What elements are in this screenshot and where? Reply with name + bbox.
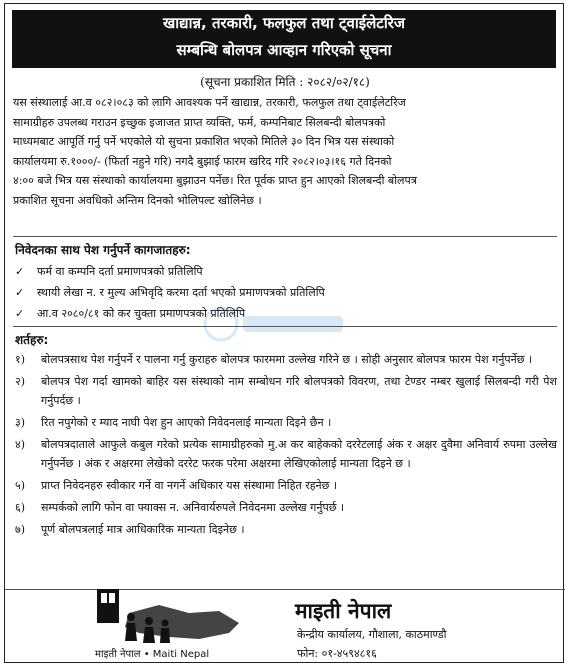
term-number: ५) xyxy=(15,479,26,492)
term-text: रित नपुगेको र म्याद नाघी पेश हुन आएको निवेदनलाई मान्यता दिइने छैन । xyxy=(41,416,332,429)
intro-line: कार्यालयमा रु.१०००/- (फिर्ता नहुने गरि) नगदै बुझाई फारम खरिद गरि २०८२।०३।१६ गते दिनको xyxy=(13,154,392,168)
intro-line: प्रकाशित सूचना अवधिको अन्तिम दिनको भोलिपल्ट खोलिनेछ । xyxy=(13,193,262,207)
tender-notice xyxy=(4,3,564,663)
list-item xyxy=(15,261,555,282)
intro-line: माध्यमबाट आपूर्ति गर्नु पर्ने भएकोले यो सुचना प्रकाशित भएको मितिले ३० दिन भित्र यस संस्थाको xyxy=(13,135,395,148)
notice-title-banner xyxy=(12,10,556,68)
term-number: ७) xyxy=(15,523,26,536)
organization-name: माइती नेपाल xyxy=(295,599,392,623)
terms-heading: शर्तहरु: xyxy=(15,333,49,347)
notice-title-line2: सम्बन्धि बोलपत्र आव्हान गरिएको सूचना xyxy=(176,41,392,59)
publish-date: (सूचना प्रकाशित मिति : २०८२/०२/१८) xyxy=(200,75,370,89)
watermark-logo-icon xyxy=(201,302,351,346)
documents-heading: निवेदनका साथ पेश गर्नुपर्ने कागजातहरु: xyxy=(15,243,191,257)
terms-list xyxy=(15,350,557,542)
check-icon: ✓ xyxy=(15,307,25,320)
check-icon: ✓ xyxy=(15,265,25,278)
phone-number: फोन: ०१-४५९४८१६ xyxy=(297,647,377,660)
document-text: आ.व २०८०/८१ को कर चुक्ता प्रमाणपत्रको प्रतिलिपि xyxy=(37,307,246,320)
term-text: प्राप्त निवेदनहरु स्वीकार गर्ने वा नगर्ने अधिकार यस संस्थामा निहित रहनेछ । xyxy=(41,479,338,492)
term-number: ३) xyxy=(15,416,26,429)
document-text: फर्म वा कम्पनि दर्ता प्रमाणपत्रको प्रतिलिपि xyxy=(37,265,203,278)
term-number: १) xyxy=(15,353,26,366)
term-text: बोलपत्रदाताले आफुले कबुल गरेको प्रत्येक सामाग्रीहरुको मु.अ कर बाहेकको दररेटलाई अंक र अक्षर दुवैमा अनिवार्य रुपमा उल्लेख गर्नुपर्नेछ । अंक र अक्षरमा लेखेको दररेट फरक परेमा अक्षरमा लेखिएकोलाई मान्यता दिइने छ । xyxy=(41,438,557,470)
divider xyxy=(13,236,557,237)
logo-caption: माइती नेपाल • Maiti Nepal xyxy=(95,649,210,660)
intro-line: सामाग्रीहरु उपलब्ध गराउन इच्छुक इजाजत प्राप्त व्यक्ति, फर्म, कम्पनिबाट सिलबन्दी बोलपत्रको xyxy=(13,115,386,129)
term-number: २) xyxy=(15,375,26,388)
list-item xyxy=(15,476,557,495)
document-text: स्थायी लेखा न. र मुल्य अभिवृदि करमा दर्ता भएको प्रमाणपत्रको प्रतिलिपि xyxy=(37,286,325,299)
check-icon: ✓ xyxy=(15,286,25,299)
notice-title-line1: खाद्यान्न, तरकारी, फलफुल तथा ट्वाईलेटरिज xyxy=(163,14,405,32)
list-item xyxy=(15,498,557,517)
term-text: सम्पर्कको लागि फोन वा फ्याक्स न. अनिवार्यरुपले निवेदनमा उल्लेख गर्नुपर्छ । xyxy=(41,501,345,514)
list-item xyxy=(15,372,557,410)
office-address: केन्द्रीय कार्यालय, गौशाला, काठमाण्डौ xyxy=(297,628,447,641)
intro-line: यस संस्थालाई आ.व ०८२।०८३ को लागि आवश्यक पर्ने खाद्यान्न, तरकारी, फलफुल तथा ट्वाईलेटरिज xyxy=(13,96,406,109)
list-item xyxy=(15,350,557,369)
intro-paragraph xyxy=(13,93,557,210)
term-text: बोलपत्र पेश गर्दा खामको बाहिर यस संस्थाको नाम सम्बोधन गरि बोलपत्रको विवरण, तथा टेण्डर नम्बर खुलाई सिलबन्दी गरी पेश गर्नुपर्दछ । xyxy=(41,375,557,407)
term-text: बोलपत्रसाथ पेश गर्नुपर्ने र पालना गर्नु कुराहरु बोलपत्र फारममा उल्लेख गरिने छ । सोही अनुसार बोलपत्र फारम पेश गर्नुपर्नेछ । xyxy=(41,353,533,366)
term-number: ६) xyxy=(15,501,26,514)
list-item xyxy=(15,520,557,539)
list-item xyxy=(15,413,557,432)
term-number: ४) xyxy=(15,438,26,451)
term-text: पूर्ण बोलपत्रलाई मात्र आधिकारिक मान्यता दिइनेछ । xyxy=(41,523,245,536)
list-item xyxy=(15,282,555,303)
intro-line: ४:०० बजे भित्र यस संस्थाको कार्यालयमा बुझाउन पर्नेछ। रित पूर्वक प्राप्त हुन आएको शिलबन्दी बोलपत्र xyxy=(13,174,417,187)
divider xyxy=(13,326,557,327)
list-item xyxy=(15,435,557,473)
